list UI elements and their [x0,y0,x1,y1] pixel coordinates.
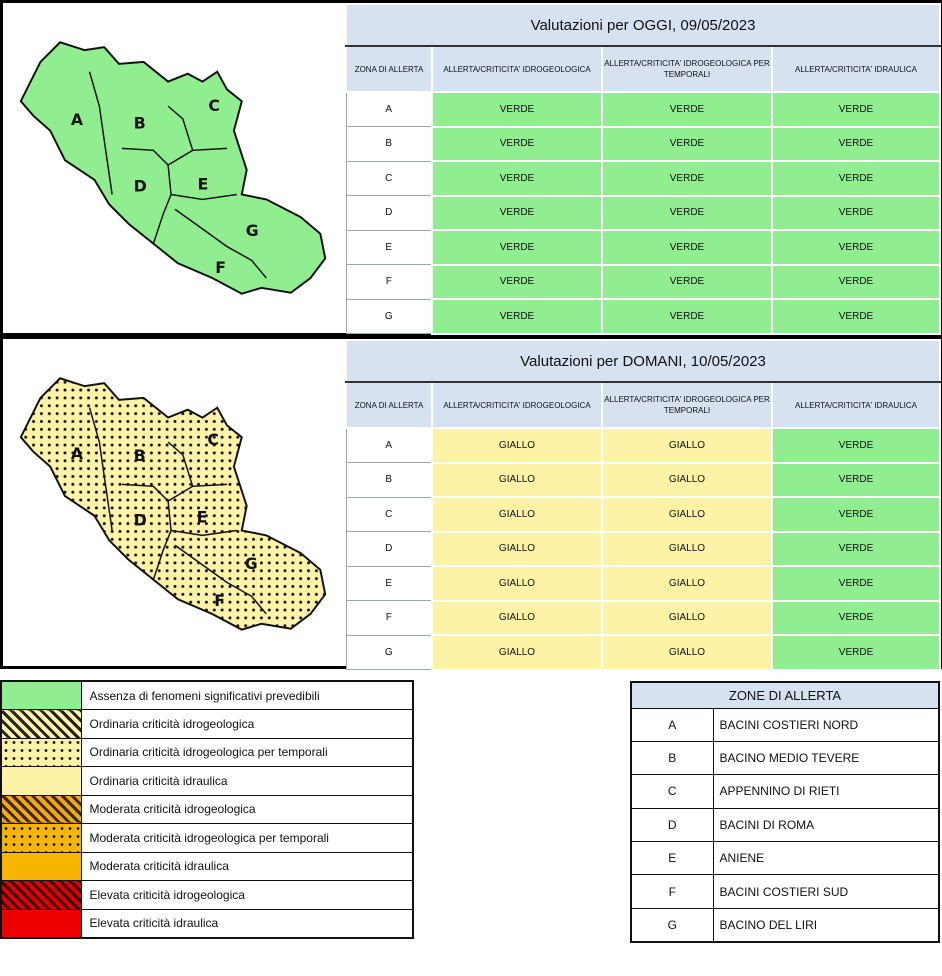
tomorrow-map-label-e: E [196,507,208,527]
idraulica-cell: VERDE [772,127,940,162]
legend-swatch [1,710,81,739]
legend-row [1,681,413,710]
table-row [346,463,940,498]
legend-table [0,680,414,939]
zone-name: BACINI COSTIERI SUD [713,875,939,908]
idro-cell: GIALLO [432,635,602,670]
temp-cell: VERDE [602,127,772,162]
today-header-zone: ZONA DI ALLERTA [346,46,432,92]
legend-swatch [1,681,81,710]
idraulica-cell: VERDE [772,463,940,498]
idraulica-cell: VERDE [772,497,940,532]
tomorrow-table [345,339,941,671]
today-title: Valutazioni per OGGI, 09/05/2023 [346,4,940,46]
zone-cell: F [346,265,432,300]
tomorrow-map-label-d: D [133,510,147,530]
temp-cell: GIALLO [602,532,772,567]
table-row [346,428,940,463]
legend-label: Moderata criticità idrogeologica [81,795,413,824]
legend-swatch [1,767,81,796]
zone-cell: E [346,230,432,265]
zone-cell: B [346,463,432,498]
legend-label: Ordinaria criticità idrogeologica [81,710,413,739]
legend-label: Assenza di fenomeni significativi prevedibili [81,681,413,710]
idro-cell: GIALLO [432,497,602,532]
zone-letter: F [631,875,713,908]
tomorrow-table-body [346,428,940,670]
temp-cell: VERDE [602,265,772,300]
legend-row [1,909,413,938]
today-map-shape [21,42,325,293]
tomorrow-map-label-b: B [133,445,146,465]
zone-name: BACINO MEDIO TEVERE [713,741,939,774]
legend-label: Ordinaria criticità idrogeologica per temporali [81,738,413,767]
today-table-body [346,92,940,334]
table-row [346,196,940,231]
temp-cell: VERDE [602,92,772,127]
zone-cell: D [346,532,432,567]
idro-cell: VERDE [432,196,602,231]
idro-cell: GIALLO [432,532,602,567]
table-row [346,230,940,265]
tomorrow-header-idro: ALLERTA/CRITICITA' IDROGEOLOGICA [432,382,602,428]
today-lazio-map [3,3,345,333]
zone-cell: G [346,635,432,670]
today-map-label-d: D [133,176,147,196]
zone-row [631,908,939,941]
legend-row [1,824,413,853]
zone-name: ANIENE [713,842,939,875]
legend-label: Ordinaria criticità idraulica [81,767,413,796]
idro-cell: GIALLO [432,601,602,636]
table-row [346,601,940,636]
zone-row [631,741,939,774]
zone-name: APPENNINO DI RIETI [713,775,939,808]
temp-cell: GIALLO [602,497,772,532]
tomorrow-panel [0,336,942,669]
legend-swatch [1,795,81,824]
zones-table [630,681,940,943]
zone-cell: G [346,299,432,334]
today-map-label-a: A [70,109,84,129]
tomorrow-map-label-g: G [244,553,258,573]
idraulica-cell: VERDE [772,230,940,265]
idro-cell: VERDE [432,230,602,265]
table-row [346,299,940,334]
temp-cell: GIALLO [602,635,772,670]
zone-cell: C [346,497,432,532]
tomorrow-header-zone: ZONA DI ALLERTA [346,382,432,428]
idraulica-cell: VERDE [772,265,940,300]
idraulica-cell: VERDE [772,161,940,196]
idro-cell: GIALLO [432,428,602,463]
idro-cell: VERDE [432,127,602,162]
table-row [346,127,940,162]
idro-cell: GIALLO [432,463,602,498]
tomorrow-lazio-map [3,339,345,666]
zone-row [631,775,939,808]
today-map [3,3,345,333]
temp-cell: GIALLO [602,428,772,463]
legend-row [1,767,413,796]
zone-name: BACINO DEL LIRI [713,908,939,941]
zone-cell: A [346,92,432,127]
idraulica-cell: VERDE [772,428,940,463]
idraulica-cell: VERDE [772,601,940,636]
zone-letter: G [631,908,713,941]
today-map-label-b: B [133,113,146,133]
zone-name: BACINI DI ROMA [713,808,939,841]
legend-row [1,738,413,767]
today-table [345,3,941,335]
zone-letter: C [631,775,713,808]
temp-cell: VERDE [602,230,772,265]
zone-row [631,842,939,875]
zones-title: ZONE DI ALLERTA [631,682,939,708]
table-row [346,532,940,567]
legend-swatch [1,909,81,938]
temp-cell: GIALLO [602,601,772,636]
zone-cell: B [346,127,432,162]
temp-cell: VERDE [602,196,772,231]
tomorrow-map-shape [21,378,325,629]
idraulica-cell: VERDE [772,196,940,231]
tomorrow-title: Valutazioni per DOMANI, 10/05/2023 [346,340,940,382]
legend-row [1,881,413,910]
zone-name: BACINI COSTIERI NORD [713,708,939,741]
zones-body [631,708,939,942]
tomorrow-header-temp: ALLERTA/CRITICITA' IDROGEOLOGICA PER TEMPORALI [602,382,772,428]
tomorrow-map [3,339,345,666]
zone-cell: A [346,428,432,463]
legend-swatch [1,824,81,853]
today-panel [0,0,942,336]
today-map-label-e: E [197,174,209,194]
idraulica-cell: VERDE [772,532,940,567]
legend-swatch [1,738,81,767]
zone-letter: D [631,808,713,841]
table-row [346,92,940,127]
today-header-temp: ALLERTA/CRITICITA' IDROGEOLOGICA PER TEMPORALI [602,46,772,92]
zone-cell: C [346,161,432,196]
tomorrow-map-label-c: C [207,430,219,450]
idro-cell: VERDE [432,299,602,334]
zone-cell: F [346,601,432,636]
legend-swatch [1,852,81,881]
today-header-idro: ALLERTA/CRITICITA' IDROGEOLOGICA [432,46,602,92]
idro-cell: VERDE [432,161,602,196]
temp-cell: GIALLO [602,566,772,601]
temp-cell: GIALLO [602,463,772,498]
table-row [346,635,940,670]
tomorrow-header-idraulica: ALLERTA/CRITICITA' IDRAULICA [772,382,940,428]
zone-cell: D [346,196,432,231]
legend-label: Moderata criticità idrogeologica per temporali [81,824,413,853]
table-row [346,566,940,601]
legend-label: Elevata criticità idrogeologica [81,881,413,910]
table-row [346,265,940,300]
today-header-idraulica: ALLERTA/CRITICITA' IDRAULICA [772,46,940,92]
idraulica-cell: VERDE [772,635,940,670]
legend-swatch [1,881,81,910]
zone-letter: E [631,842,713,875]
zone-row [631,708,939,741]
zone-cell: E [346,566,432,601]
table-row [346,497,940,532]
idro-cell: VERDE [432,265,602,300]
legend-row [1,710,413,739]
tomorrow-map-label-f: F [214,591,225,611]
zone-row [631,808,939,841]
idraulica-cell: VERDE [772,566,940,601]
zone-row [631,875,939,908]
today-map-label-f: F [215,258,226,278]
zone-letter: B [631,741,713,774]
legend-label: Elevata criticità idraulica [81,909,413,938]
idraulica-cell: VERDE [772,299,940,334]
legend-label: Moderata criticità idraulica [81,852,413,881]
today-map-label-g: G [245,220,259,240]
idro-cell: GIALLO [432,566,602,601]
tomorrow-map-label-a: A [70,443,84,463]
idro-cell: VERDE [432,92,602,127]
table-row [346,161,940,196]
legend-row [1,852,413,881]
zone-letter: A [631,708,713,741]
idraulica-cell: VERDE [772,92,940,127]
temp-cell: VERDE [602,299,772,334]
temp-cell: VERDE [602,161,772,196]
legend-row [1,795,413,824]
today-map-label-c: C [208,96,220,116]
